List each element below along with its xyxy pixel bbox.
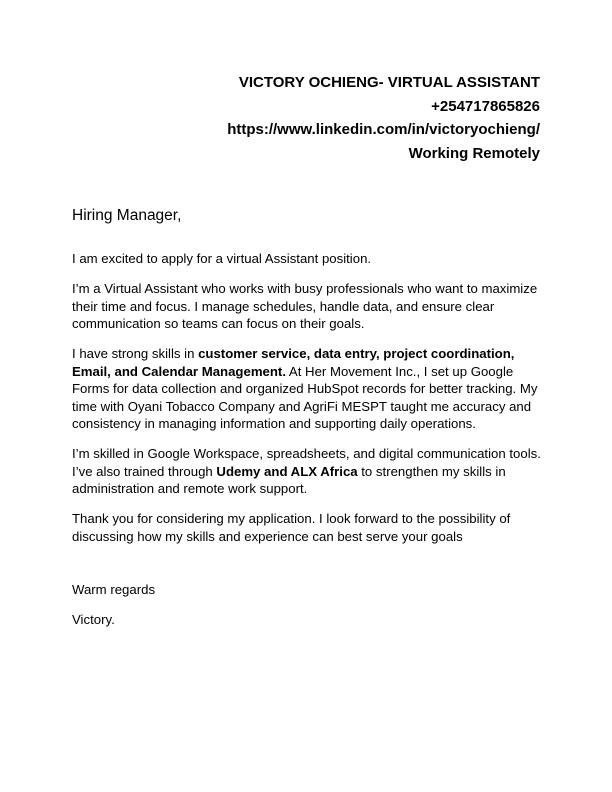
skills-rest-text: At Her Movement Inc., I set up Google Forms for data collection and organized HubSpot records for better tracking. My time with Oyani Tobacco Company and AgriFi MESPT taught me accuracy and consistency in managing information and supporting daily operations. [72,363,538,431]
signature: Victory. [72,612,115,627]
letter-header [72,71,540,165]
intro-paragraph: I am excited to apply for a virtual Assistant position. [72,251,372,266]
phone-number: +254717865826 [431,97,540,115]
thanks-paragraph: Thank you for considering my application. I look forward to the possibility of discussing how my skills and experience can best serve your goals [72,511,511,544]
tools-bold-text: Udemy and ALX Africa [216,463,358,479]
work-mode: Working Remotely [408,144,540,162]
skills-bold-text: customer service, data entry, project coordination, Email, and Calendar Management. [72,346,515,379]
letter-body [72,205,542,641]
skills-paragraph [72,345,542,433]
name-title: VICTORY OCHIENG- VIRTUAL ASSISTANT [238,74,540,91]
tools-paragraph [72,445,542,498]
skills-lead-text: I have strong skills in [72,346,199,361]
tools-rest-text: to strengthen my skills in administration and remote work support. [72,463,506,496]
closing-line: Warm regards [72,582,156,597]
about-paragraph: I’m a Virtual Assistant who works with busy professionals who want to maximize their time and focus. I manage schedules, handle data, and ensure clear communication so teams can focus on their goals. [72,281,538,331]
salutation: Hiring Manager, [72,207,182,224]
tools-lead-text: I’m skilled in Google Workspace, spreadsheets, and digital communication tools. I’ve also trained through [72,446,541,479]
linkedin-url[interactable]: https://www.linkedin.com/in/victoryochieng/ [227,121,540,138]
